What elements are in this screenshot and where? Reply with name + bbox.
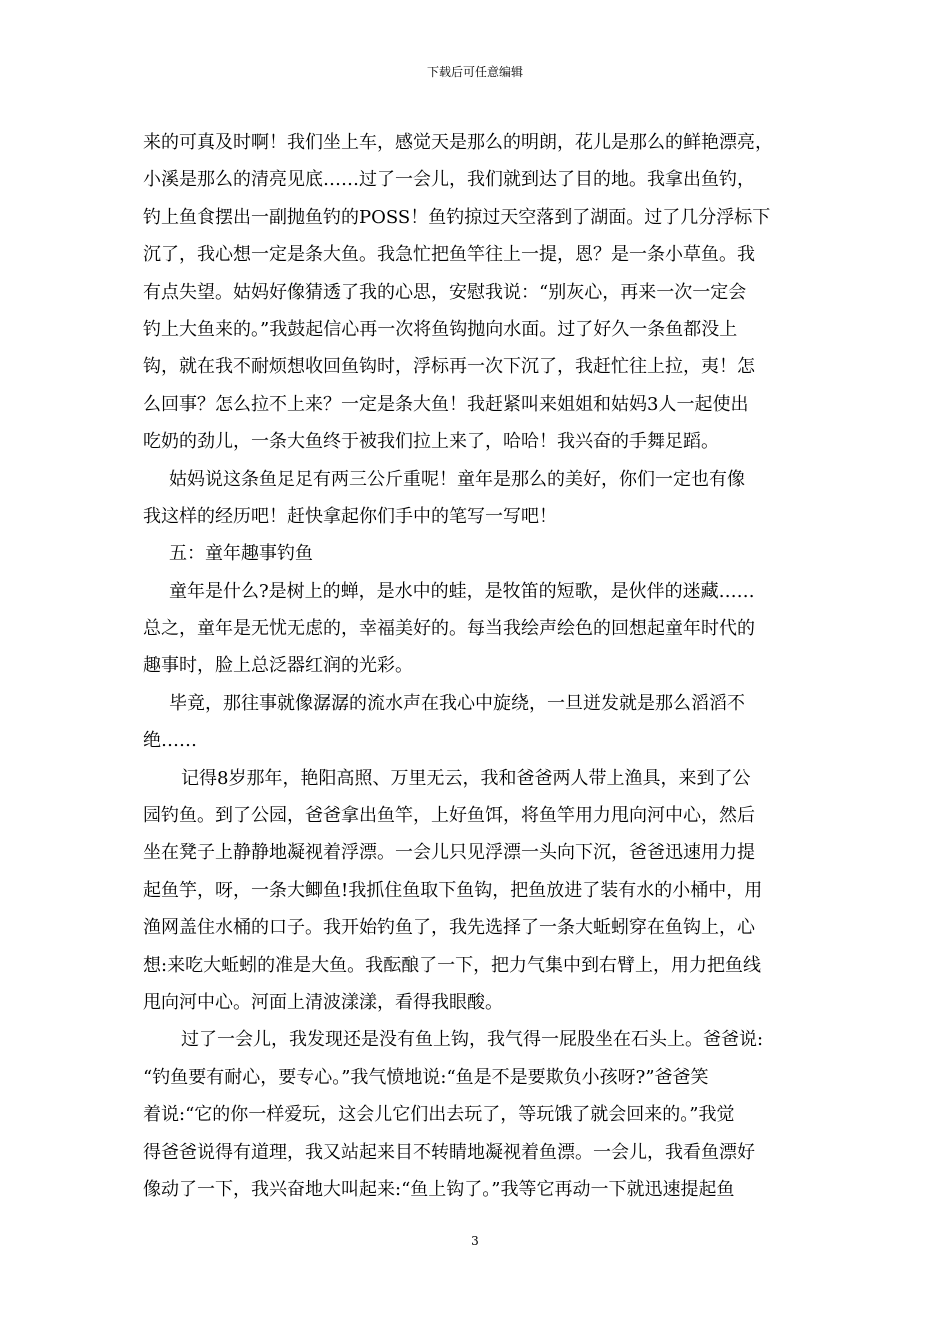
paragraph-start-line: 记得8岁那年，艳阳高照、万里无云，我和爸爸两人带上渔具，来到了公 <box>181 767 751 789</box>
text-line: 钩，就在我不耐烦想收回鱼钩时，浮标再一次下沉了，我赶忙往上拉，夷！怎 <box>143 356 755 378</box>
text-line: 沉了，我心想一定是条大鱼。我急忙把鱼竿往上一提，恩？是一条小草鱼。我 <box>143 244 755 266</box>
page-header: 下载后可任意编辑 <box>426 65 523 79</box>
paragraph-start-line: 童年是什么?是树上的蝉，是水中的蛙，是牧笛的短歌，是伙伴的迷藏…… <box>169 580 755 602</box>
text-line: 绝…… <box>143 730 197 752</box>
text-line: 钓上大鱼来的。”我鼓起信心再一次将鱼钩抛向水面。过了好久一条鱼都没上 <box>143 318 738 340</box>
text-line: 有点失望。姑妈好像猜透了我的心思，安慰我说：“别灰心，再来一次一定会 <box>143 281 747 303</box>
text-line: 么回事？怎么拉不上来？一定是条大鱼！我赶紧叫来姐姐和姑妈3人一起使出 <box>143 393 749 415</box>
text-line: 想:来吃大蚯蚓的准是大鱼。我酝酿了一下，把力气集中到右臂上，用力把鱼线 <box>143 954 762 976</box>
text-line: 渔网盖住水桶的口子。我开始钓鱼了，我先选择了一条大蚯蚓穿在鱼钩上，心 <box>143 917 755 939</box>
text-line: 得爸爸说得有道理，我又站起来目不转睛地凝视着鱼漂。一会儿，我看鱼漂好 <box>143 1141 755 1163</box>
text-line: 趣事时，脸上总泛器红润的光彩。 <box>143 655 413 677</box>
text-line: 吃奶的劲儿，一条大鱼终于被我们拉上来了，哈哈！我兴奋的手舞足蹈。 <box>143 431 719 453</box>
paragraph-start-line: 过了一会儿，我发现还是没有鱼上钩，我气得一屁股坐在石头上。爸爸说: <box>181 1029 764 1051</box>
section-heading: 五：童年趣事钓鱼 <box>169 543 313 565</box>
text-line: “钓鱼要有耐心，要专心。”我气愤地说:“鱼是不是要欺负小孩呀?”爸爸笑 <box>143 1066 709 1088</box>
text-line: 着说:“它的你一样爱玩，这会儿它们出去玩了，等玩饿了就会回来的。”我觉 <box>143 1104 735 1126</box>
text-line: 坐在凳子上静静地凝视着浮漂。一会儿只见浮漂一头向下沉，爸爸迅速用力提 <box>143 842 755 864</box>
document-body <box>143 124 808 1208</box>
page-number: 3 <box>471 1234 479 1248</box>
text-line: 像动了一下，我兴奋地大叫起来:“鱼上钩了。”我等它再动一下就迅速提起鱼 <box>143 1178 735 1200</box>
text-line: 小溪是那么的清亮见底……过了一会儿，我们就到达了目的地。我拿出鱼钓， <box>143 169 755 191</box>
text-line: 来的可真及时啊！我们坐上车，感觉天是那么的明朗，花儿是那么的鲜艳漂亮， <box>143 132 773 153</box>
text-line: 园钓鱼。到了公园，爸爸拿出鱼竿，上好鱼饵，将鱼竿用力甩向河中心，然后 <box>143 805 755 827</box>
text-line: 总之，童年是无忧无虑的，幸福美好的。每当我绘声绘色的回想起童年时代的 <box>143 618 755 640</box>
paragraph-start-line: 姑妈说这条鱼足足有两三公斤重呢！童年是那么的美好，你们一定也有像 <box>169 468 745 490</box>
text-line: 起鱼竽，呀，一条大鲫鱼!我抓住鱼取下鱼钩，把鱼放进了装有水的小桶中，用 <box>143 879 763 901</box>
text-line: 钓上鱼食摆出一副抛鱼钓的POSS！鱼钓掠过天空落到了湖面。过了几分浮标下 <box>143 206 771 228</box>
paragraph-start-line: 毕竟，那往事就像潺潺的流水声在我心中旋绕，一旦迸发就是那么滔滔不 <box>169 692 745 714</box>
text-line: 我这样的经历吧！赶快拿起你们手中的笔写一写吧！ <box>143 505 557 527</box>
text-line: 甩向河中心。河面上清波漾漾，看得我眼酸。 <box>143 991 503 1013</box>
